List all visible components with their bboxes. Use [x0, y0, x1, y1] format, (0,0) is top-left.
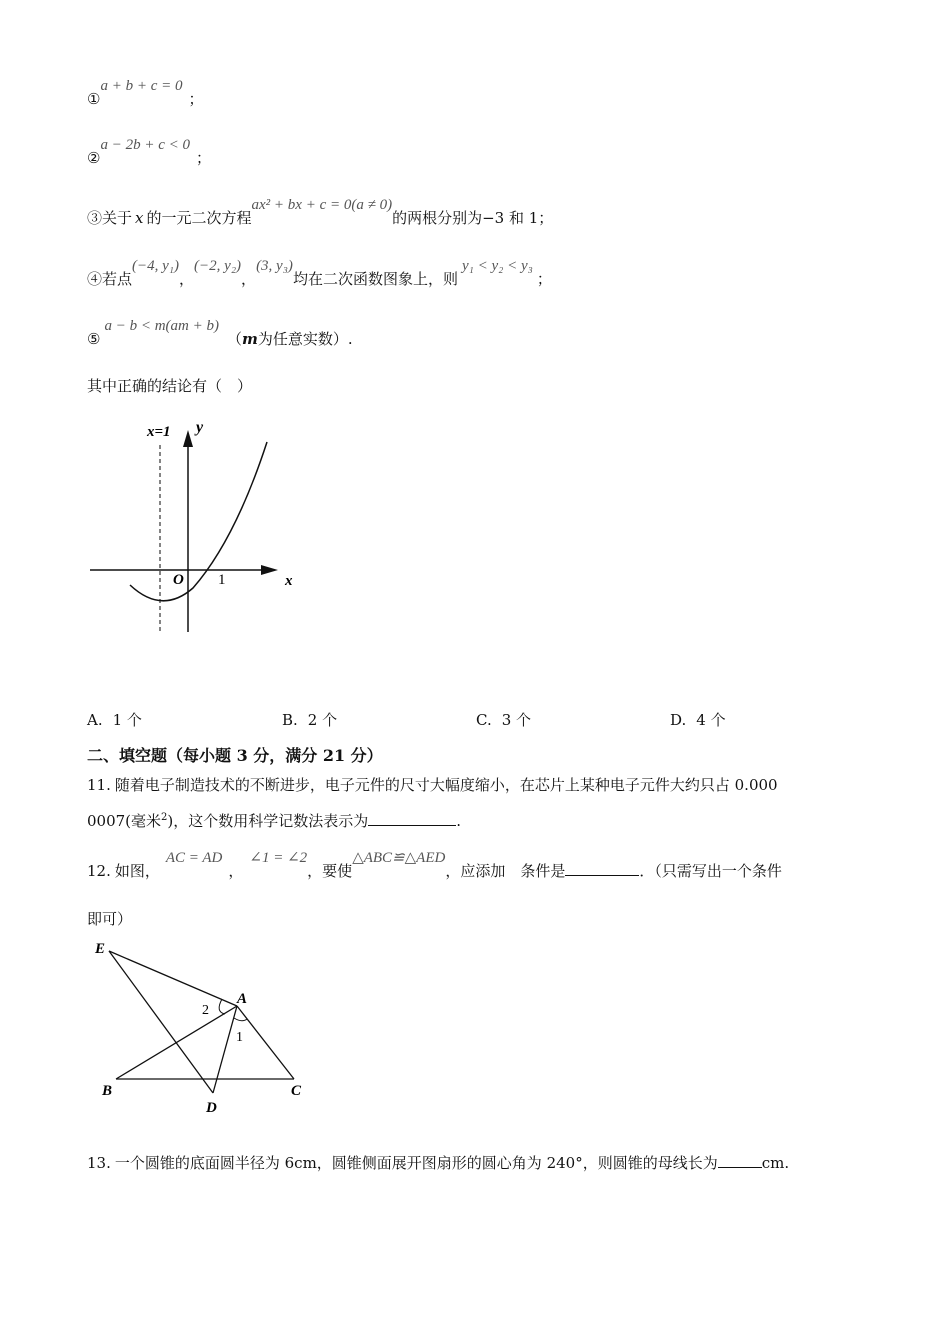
segment-AB — [116, 1006, 237, 1079]
conclusion-3 — [87, 197, 554, 228]
conclusion-4 — [87, 258, 552, 289]
tail: ； — [536, 270, 552, 288]
question-text: ．（只需写出一个条件 — [639, 862, 782, 880]
question-text: 随着电子制造技术的不断进步，电子元件的尺寸大幅度缩小，在芯片上某种电子元件大约只占 0.000 — [114, 776, 778, 794]
triangle-figure — [85, 935, 315, 1120]
segment-EA — [109, 951, 237, 1006]
marker: ① — [87, 90, 101, 108]
parabola-graph — [85, 410, 315, 650]
text: 的一元二次方程 — [146, 209, 252, 227]
congruence-goal: △ABC≌△AED — [352, 850, 446, 866]
label-D: D — [206, 1100, 217, 1116]
superscript: 2 — [161, 812, 168, 823]
option-d[interactable] — [670, 709, 726, 730]
option-c[interactable] — [476, 709, 531, 730]
tail: ； — [195, 149, 211, 167]
y-axis-arrow-icon — [183, 430, 193, 447]
formula: y₁ < y₂ < y₃ — [461, 258, 533, 274]
parabola-curve — [130, 442, 267, 601]
point-3: (3, y₃) — [256, 258, 293, 274]
answer-blank[interactable] — [368, 811, 456, 826]
marker: ② — [87, 149, 101, 167]
one-label: 1 — [218, 572, 226, 588]
variable: m — [242, 330, 258, 348]
angle-2-arc — [219, 999, 225, 1014]
conclusion-1 — [87, 78, 204, 109]
label-angle-2: 2 — [202, 1003, 209, 1018]
marker: ⑤ — [87, 330, 101, 348]
tail: 的两根分别为−3 和 1； — [392, 209, 554, 227]
question-text: ，要使 — [307, 862, 353, 880]
question-text: . — [456, 812, 462, 830]
question-text: 一个圆锥的底面圆半径为 6cm，圆锥侧面展开图扇形的圆心角为 240°，则圆锥的母线长为 — [114, 1154, 718, 1172]
label-angle-1: 1 — [236, 1030, 243, 1045]
point-2: (−2, y₂) — [194, 258, 242, 274]
answer-blank[interactable] — [565, 861, 639, 876]
option-letter: B. — [282, 711, 298, 729]
option-letter: C. — [476, 711, 492, 729]
option-letter: A. — [87, 711, 103, 729]
question-number: 11. — [87, 776, 111, 794]
text: 均在二次函数图象上，则 — [292, 270, 458, 288]
tail: 为任意实数）. — [257, 330, 353, 348]
separator: ， — [241, 270, 257, 288]
question-text: ，应添加 条件是 — [445, 862, 566, 880]
segment-AC — [237, 1006, 294, 1079]
question-text: cm. — [761, 1154, 790, 1172]
angle-1-arc — [234, 1018, 247, 1021]
point-1: (−4, y₁) — [132, 258, 180, 274]
x-eq-label: x=1 — [147, 424, 171, 440]
condition-2: ∠1 = ∠2 — [249, 850, 308, 866]
option-text: 4 个 — [696, 711, 726, 729]
text: 若点 — [102, 270, 133, 288]
question-prompt: 其中正确的结论有（ ） — [87, 377, 253, 395]
option-b[interactable] — [282, 709, 337, 730]
option-text: 3 个 — [501, 711, 532, 729]
option-text: 2 个 — [307, 711, 338, 729]
label-B: B — [102, 1083, 113, 1099]
label-C: C — [291, 1083, 302, 1099]
conclusion-5 — [87, 318, 353, 349]
question-text: 如图， — [114, 862, 160, 880]
variable: x — [135, 209, 144, 227]
text: 关于 — [102, 209, 133, 227]
x-label: x — [285, 573, 293, 589]
x-axis-arrow-icon — [261, 565, 278, 575]
option-letter: D. — [670, 711, 687, 729]
label-A: A — [237, 991, 248, 1007]
condition-1: AC = AD — [165, 850, 223, 866]
separator: ， — [179, 270, 195, 288]
text: （ — [226, 330, 242, 348]
q12-line2: 即可） — [87, 910, 133, 928]
question-text: 0007(毫米 — [87, 812, 162, 830]
formula: ax² + bx + c = 0(a ≠ 0) — [251, 197, 393, 213]
question-text: ， — [228, 862, 244, 880]
section-title: 二、填空题（每小题 3 分，满分 21 分） — [87, 746, 383, 765]
origin-label: O — [173, 572, 184, 588]
formula: a − 2b + c < 0 — [100, 137, 190, 153]
label-E: E — [95, 941, 106, 957]
q11-line1 — [87, 774, 778, 795]
option-a[interactable] — [87, 709, 142, 730]
segment-ED — [109, 951, 213, 1093]
question-number: 12. — [87, 862, 111, 880]
q11-line2 — [87, 810, 461, 831]
q12-line1 — [87, 850, 782, 881]
marker: ③ — [87, 209, 103, 227]
marker: ④ — [87, 270, 103, 288]
conclusion-2 — [87, 137, 211, 168]
q13 — [87, 1152, 789, 1173]
y-label: y — [196, 419, 204, 436]
formula: a + b + c = 0 — [100, 78, 183, 94]
question-text: )，这个数用科学记数法表示为 — [167, 812, 369, 830]
formula: a − b < m(am + b) — [104, 318, 219, 334]
question-number: 13. — [87, 1154, 111, 1172]
tail: ； — [188, 90, 204, 108]
option-text: 1 个 — [112, 711, 142, 729]
answer-blank[interactable] — [718, 1153, 762, 1168]
